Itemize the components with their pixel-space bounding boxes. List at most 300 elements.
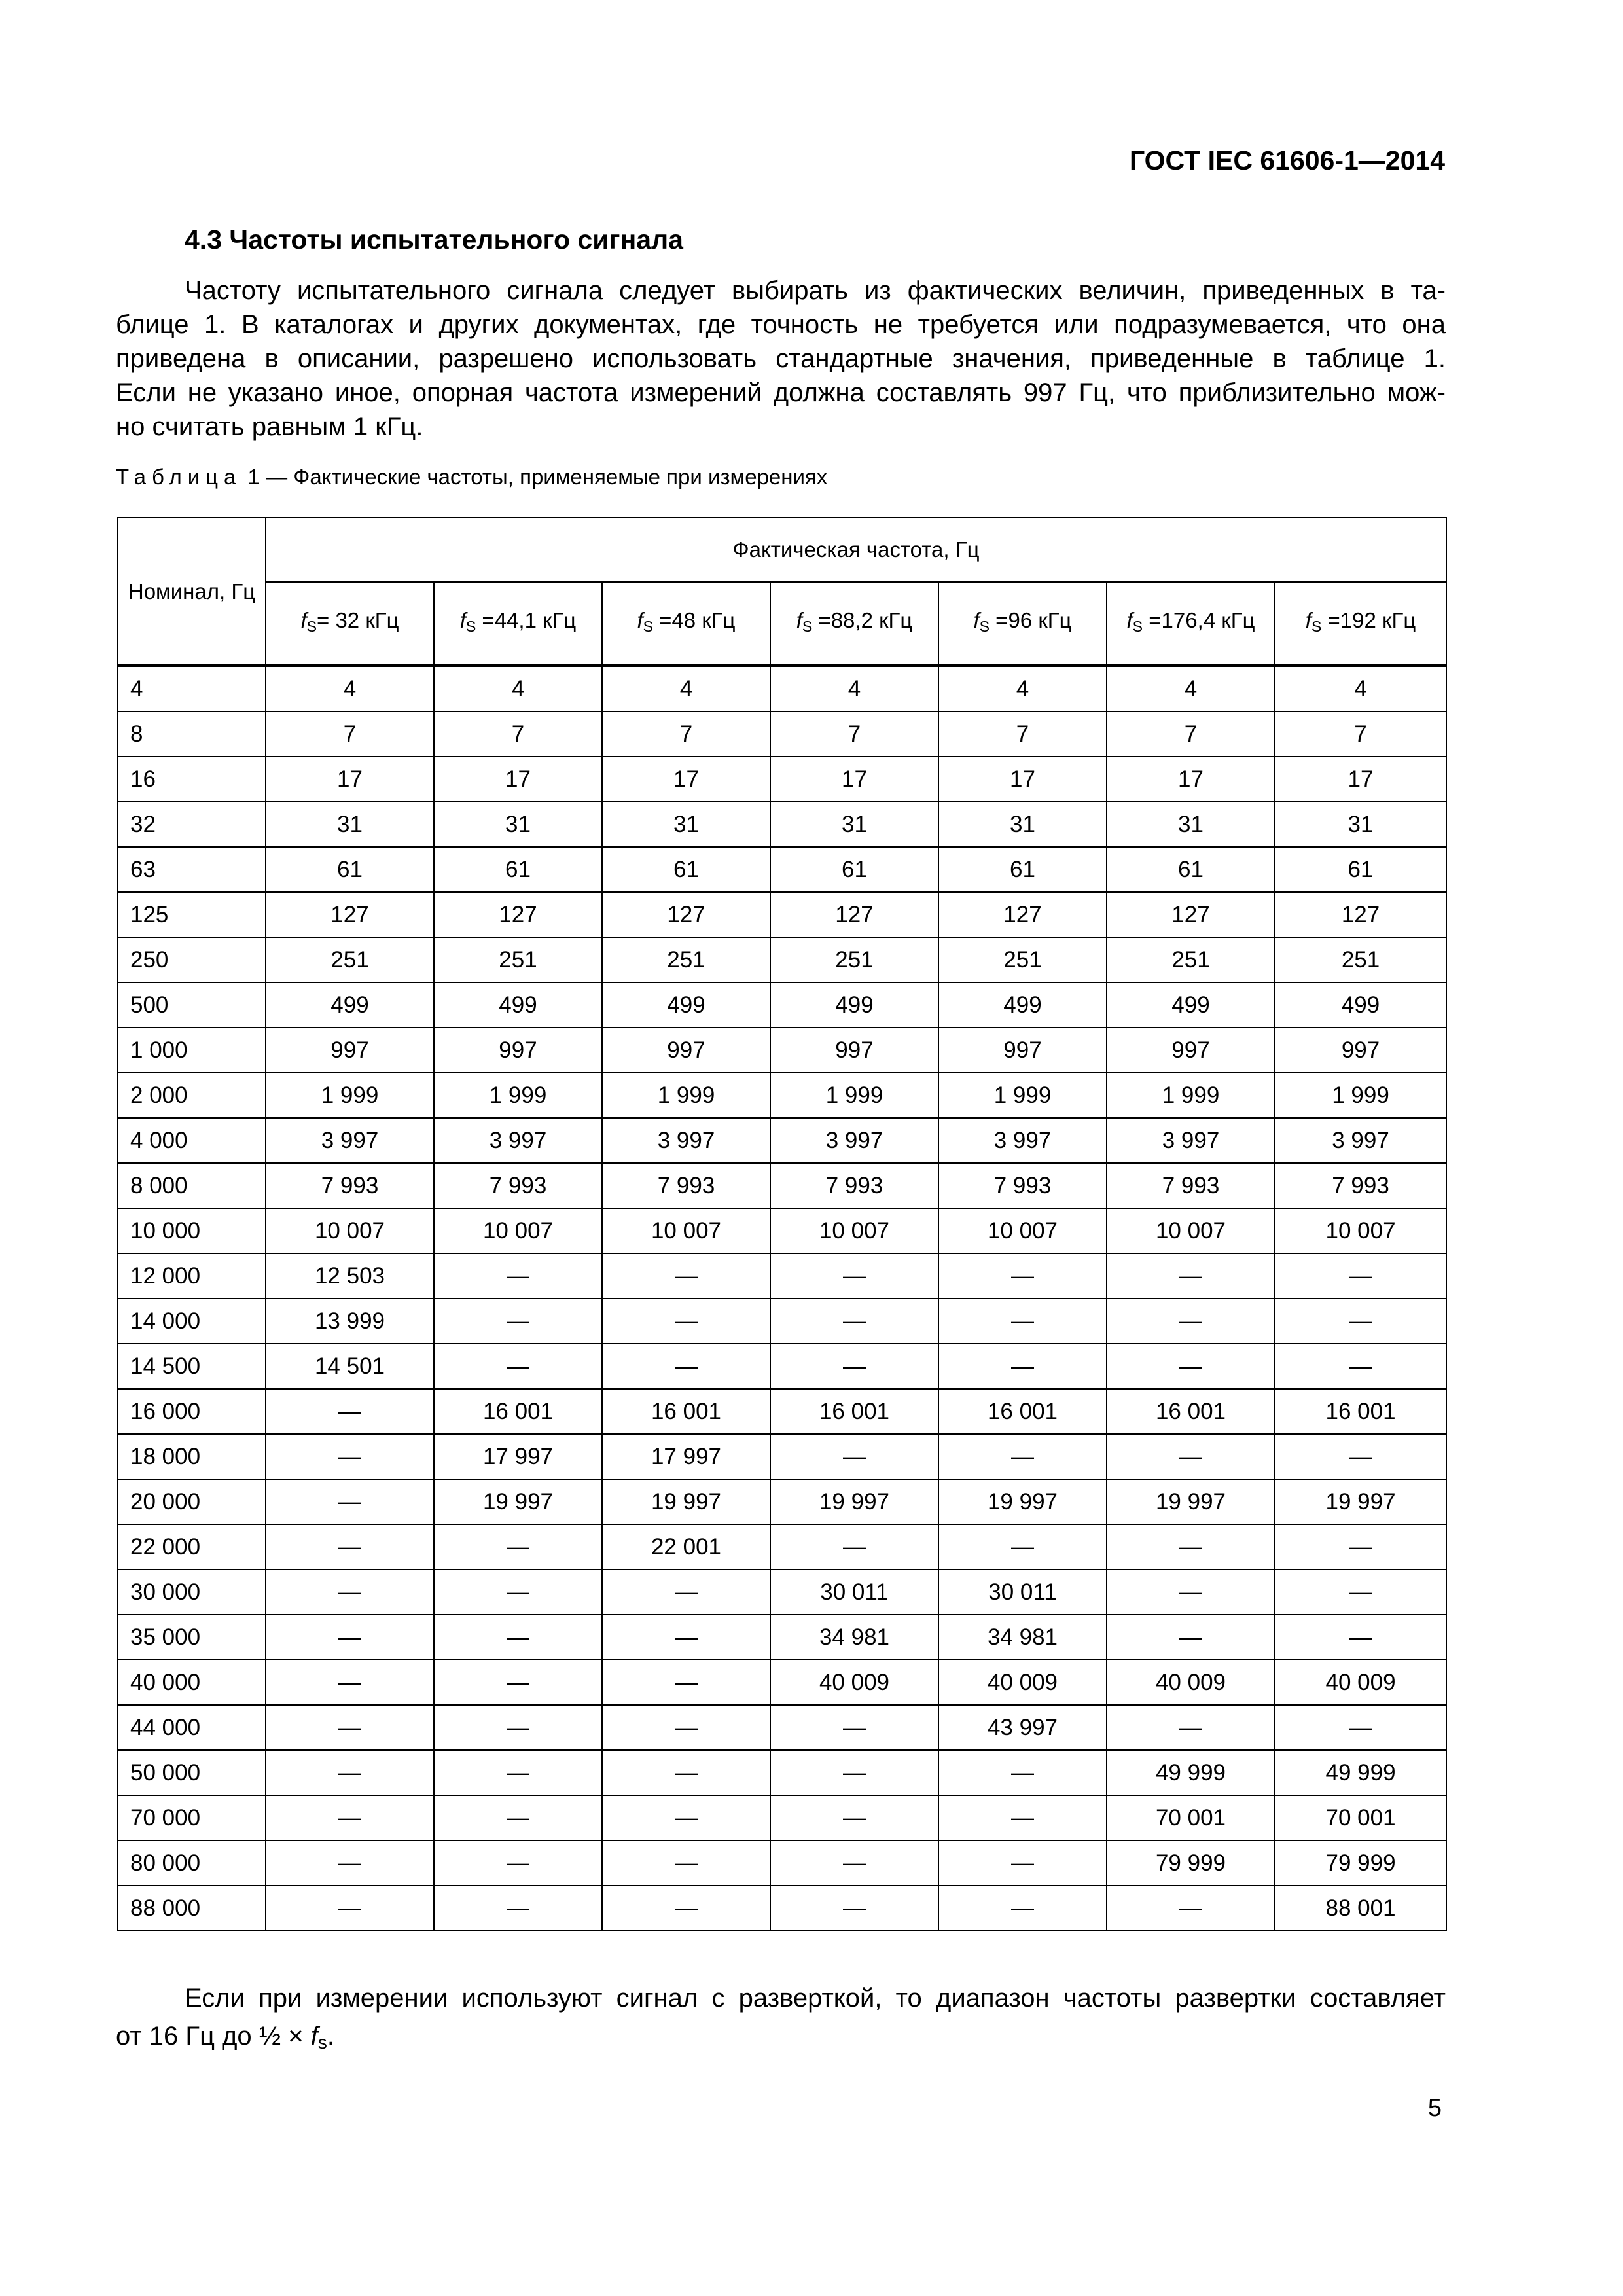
- nominal-cell: 8: [118, 711, 266, 757]
- outro-line: [116, 2017, 1446, 2062]
- frequency-cell: 30 011: [938, 1570, 1107, 1615]
- table-row: [118, 1344, 1446, 1389]
- frequency-cell: —: [1107, 1253, 1275, 1299]
- frequency-cell: 19 997: [770, 1479, 938, 1524]
- frequency-cell: 10 007: [434, 1208, 602, 1253]
- nominal-cell: 22 000: [118, 1524, 266, 1570]
- frequency-cell: 61: [602, 847, 770, 892]
- fs-subscript: S: [306, 618, 317, 635]
- frequency-cell: 79 999: [1107, 1840, 1275, 1886]
- sample-rate-header: [266, 582, 434, 666]
- frequency-cell: 49 999: [1275, 1750, 1446, 1795]
- frequency-cell: —: [1107, 1299, 1275, 1344]
- table-caption: [116, 465, 827, 490]
- frequency-cell: —: [434, 1524, 602, 1570]
- sample-rate-header: [434, 582, 602, 666]
- table-row: [118, 892, 1446, 937]
- frequency-cell: —: [602, 1795, 770, 1840]
- intro-line: приведена в описании, разрешено использовать стандартные значения, приведенные в таблице 1.: [116, 344, 1446, 373]
- table-row: [118, 711, 1446, 757]
- frequency-cell: —: [1275, 1524, 1446, 1570]
- frequency-cell: 19 997: [1107, 1479, 1275, 1524]
- frequency-cell: —: [602, 1615, 770, 1660]
- frequency-cell: 17: [266, 757, 434, 802]
- intro-line: но считать равным 1 кГц.: [116, 412, 423, 441]
- frequency-cell: 61: [1107, 847, 1275, 892]
- frequency-cell: —: [602, 1705, 770, 1750]
- frequency-cell: 17: [1275, 757, 1446, 802]
- frequency-cell: 10 007: [1275, 1208, 1446, 1253]
- frequency-cell: 3 997: [1275, 1118, 1446, 1163]
- nominal-cell: 4: [118, 666, 266, 711]
- frequency-cell: 31: [1107, 802, 1275, 847]
- nominal-cell: 16: [118, 757, 266, 802]
- nominal-cell: 12 000: [118, 1253, 266, 1299]
- frequency-cell: —: [1107, 1434, 1275, 1479]
- table-row: [118, 1208, 1446, 1253]
- frequency-cell: 251: [1275, 937, 1446, 982]
- nominal-cell: 2 000: [118, 1073, 266, 1118]
- outro-paragraph: [116, 1979, 1446, 2062]
- frequency-cell: —: [602, 1570, 770, 1615]
- frequency-cell: —: [938, 1434, 1107, 1479]
- frequency-cell: 7: [1107, 711, 1275, 757]
- table-row: [118, 1795, 1446, 1840]
- table-row: [118, 1299, 1446, 1344]
- frequency-cell: —: [602, 1253, 770, 1299]
- table-row: [118, 1073, 1446, 1118]
- frequency-cell: 7 993: [938, 1163, 1107, 1208]
- frequency-cell: 31: [938, 802, 1107, 847]
- frequency-cell: —: [434, 1795, 602, 1840]
- frequency-cell: 7 993: [434, 1163, 602, 1208]
- frequency-cell: 4: [266, 666, 434, 711]
- frequency-cell: 70 001: [1275, 1795, 1446, 1840]
- frequency-cell: 10 007: [938, 1208, 1107, 1253]
- table-row: [118, 1028, 1446, 1073]
- frequency-cell: 13 999: [266, 1299, 434, 1344]
- frequency-cell: —: [266, 1524, 434, 1570]
- section-title: 4.3 Частоты испытательного сигнала: [185, 224, 683, 255]
- fs-subscript: S: [465, 618, 476, 635]
- frequency-cell: 499: [1275, 982, 1446, 1028]
- fs-symbol: f: [300, 608, 307, 632]
- frequency-cell: 3 997: [770, 1118, 938, 1163]
- frequency-cell: —: [602, 1660, 770, 1705]
- frequency-cell: 7 993: [1275, 1163, 1446, 1208]
- table-row: [118, 1163, 1446, 1208]
- standard-header: ГОСТ IEC 61606-1—2014: [1129, 145, 1445, 175]
- frequency-cell: —: [770, 1750, 938, 1795]
- frequency-cell: —: [434, 1253, 602, 1299]
- fs-subscript: S: [979, 618, 990, 635]
- nominal-cell: 8 000: [118, 1163, 266, 1208]
- frequency-cell: 10 007: [1107, 1208, 1275, 1253]
- frequency-cell: 127: [1107, 892, 1275, 937]
- frequency-cell: 997: [1107, 1028, 1275, 1073]
- frequency-cell: —: [770, 1795, 938, 1840]
- table-caption-label: Таблица: [116, 465, 242, 489]
- frequency-cell: —: [770, 1344, 938, 1389]
- frequency-cell: 7: [938, 711, 1107, 757]
- table-row: [118, 1705, 1446, 1750]
- frequency-cell: 4: [1107, 666, 1275, 711]
- frequency-cell: —: [938, 1886, 1107, 1931]
- nominal-cell: 63: [118, 847, 266, 892]
- frequency-cell: —: [938, 1299, 1107, 1344]
- frequency-cell: 16 001: [938, 1389, 1107, 1434]
- frequency-cell: 10 007: [266, 1208, 434, 1253]
- frequency-cell: 61: [770, 847, 938, 892]
- frequency-cell: 3 997: [434, 1118, 602, 1163]
- frequency-cell: 16 001: [1107, 1389, 1275, 1434]
- frequency-cell: 127: [266, 892, 434, 937]
- frequency-cell: 499: [770, 982, 938, 1028]
- table-row: [118, 1886, 1446, 1931]
- table-row: [118, 757, 1446, 802]
- frequency-cell: 3 997: [602, 1118, 770, 1163]
- frequency-cell: —: [770, 1840, 938, 1886]
- nominal-cell: 20 000: [118, 1479, 266, 1524]
- sample-rate-header: [770, 582, 938, 666]
- frequency-cell: —: [602, 1750, 770, 1795]
- sample-rate-header: [602, 582, 770, 666]
- frequency-cell: 40 009: [1275, 1660, 1446, 1705]
- frequency-cell: 7 993: [1107, 1163, 1275, 1208]
- table-row: [118, 1750, 1446, 1795]
- frequency-cell: 7 993: [266, 1163, 434, 1208]
- nominal-cell: 125: [118, 892, 266, 937]
- nominal-cell: 80 000: [118, 1840, 266, 1886]
- frequency-cell: 4: [938, 666, 1107, 711]
- frequency-table: [117, 517, 1447, 1931]
- sample-rate-value: =176,4 кГц: [1143, 608, 1255, 632]
- frequency-cell: 61: [266, 847, 434, 892]
- frequency-cell: 3 997: [1107, 1118, 1275, 1163]
- frequency-cell: 4: [1275, 666, 1446, 711]
- frequency-cell: —: [602, 1299, 770, 1344]
- fs-symbol: f: [310, 2022, 318, 2051]
- nominal-cell: 14 500: [118, 1344, 266, 1389]
- frequency-cell: 14 501: [266, 1344, 434, 1389]
- table-row: [118, 1660, 1446, 1705]
- table-row: [118, 1840, 1446, 1886]
- actual-frequency-header: Фактическая частота, Гц: [266, 518, 1446, 582]
- table-row: [118, 1434, 1446, 1479]
- frequency-cell: 127: [938, 892, 1107, 937]
- frequency-cell: 40 009: [1107, 1660, 1275, 1705]
- table-row: [118, 1253, 1446, 1299]
- frequency-cell: 251: [602, 937, 770, 982]
- frequency-cell: —: [602, 1840, 770, 1886]
- frequency-cell: 16 001: [602, 1389, 770, 1434]
- frequency-cell: 40 009: [770, 1660, 938, 1705]
- frequency-cell: 1 999: [602, 1073, 770, 1118]
- frequency-cell: 4: [434, 666, 602, 711]
- frequency-cell: 1 999: [770, 1073, 938, 1118]
- frequency-cell: 7: [434, 711, 602, 757]
- frequency-cell: —: [434, 1840, 602, 1886]
- nominal-cell: 40 000: [118, 1660, 266, 1705]
- nominal-cell: 1 000: [118, 1028, 266, 1073]
- sample-rate-header: [938, 582, 1107, 666]
- frequency-cell: 7: [266, 711, 434, 757]
- frequency-cell: —: [434, 1750, 602, 1795]
- frequency-cell: 7 993: [770, 1163, 938, 1208]
- table-row: [118, 1118, 1446, 1163]
- frequency-cell: —: [938, 1795, 1107, 1840]
- frequency-cell: —: [1275, 1344, 1446, 1389]
- frequency-cell: 17: [1107, 757, 1275, 802]
- frequency-cell: 1 999: [938, 1073, 1107, 1118]
- sample-rate-header: [1107, 582, 1275, 666]
- fs-symbol: f: [796, 608, 802, 632]
- frequency-cell: —: [1275, 1705, 1446, 1750]
- fs-symbol: f: [973, 608, 980, 632]
- frequency-cell: 31: [434, 802, 602, 847]
- sample-rate-header: [1275, 582, 1446, 666]
- frequency-cell: —: [434, 1886, 602, 1931]
- frequency-cell: 997: [266, 1028, 434, 1073]
- nominal-cell: 30 000: [118, 1570, 266, 1615]
- frequency-cell: 997: [938, 1028, 1107, 1073]
- frequency-cell: 997: [602, 1028, 770, 1073]
- sample-rate-value: =192 кГц: [1321, 608, 1416, 632]
- frequency-cell: 1 999: [266, 1073, 434, 1118]
- frequency-cell: 3 997: [266, 1118, 434, 1163]
- frequency-cell: 127: [602, 892, 770, 937]
- nominal-cell: 18 000: [118, 1434, 266, 1479]
- frequency-cell: —: [1107, 1524, 1275, 1570]
- frequency-cell: —: [938, 1253, 1107, 1299]
- frequency-cell: 499: [602, 982, 770, 1028]
- outro-prefix: от 16 Гц до ½ ×: [116, 2022, 311, 2051]
- frequency-cell: —: [434, 1344, 602, 1389]
- frequency-cell: 88 001: [1275, 1886, 1446, 1931]
- frequency-cell: —: [266, 1570, 434, 1615]
- frequency-cell: 16 001: [770, 1389, 938, 1434]
- frequency-cell: —: [770, 1434, 938, 1479]
- frequency-cell: 997: [770, 1028, 938, 1073]
- frequency-cell: —: [266, 1434, 434, 1479]
- frequency-cell: 10 007: [770, 1208, 938, 1253]
- frequency-cell: 16 001: [434, 1389, 602, 1434]
- sample-rate-value: =88,2 кГц: [812, 608, 913, 632]
- frequency-cell: —: [1107, 1570, 1275, 1615]
- frequency-cell: —: [434, 1299, 602, 1344]
- sample-rate-value: =96 кГц: [990, 608, 1072, 632]
- frequency-cell: 61: [434, 847, 602, 892]
- frequency-cell: 1 999: [1107, 1073, 1275, 1118]
- frequency-cell: 997: [434, 1028, 602, 1073]
- frequency-cell: —: [266, 1795, 434, 1840]
- frequency-cell: 1 999: [434, 1073, 602, 1118]
- frequency-cell: 251: [938, 937, 1107, 982]
- frequency-cell: —: [938, 1524, 1107, 1570]
- table-row: [118, 802, 1446, 847]
- frequency-cell: 16 001: [1275, 1389, 1446, 1434]
- table-row: [118, 1389, 1446, 1434]
- frequency-cell: —: [266, 1660, 434, 1705]
- frequency-cell: 997: [1275, 1028, 1446, 1073]
- frequency-cell: —: [1107, 1886, 1275, 1931]
- frequency-cell: 31: [1275, 802, 1446, 847]
- frequency-cell: —: [1275, 1434, 1446, 1479]
- frequency-cell: —: [434, 1570, 602, 1615]
- frequency-cell: 17 997: [602, 1434, 770, 1479]
- table-row: [118, 1479, 1446, 1524]
- fs-symbol: f: [1126, 608, 1133, 632]
- frequency-cell: —: [770, 1299, 938, 1344]
- fs-subscript: S: [643, 618, 654, 635]
- frequency-cell: 7: [602, 711, 770, 757]
- frequency-cell: —: [266, 1840, 434, 1886]
- frequency-cell: 31: [770, 802, 938, 847]
- frequency-cell: —: [770, 1524, 938, 1570]
- table-row: [118, 937, 1446, 982]
- table-row: [118, 982, 1446, 1028]
- nominal-cell: 88 000: [118, 1886, 266, 1931]
- frequency-cell: 7 993: [602, 1163, 770, 1208]
- frequency-cell: 70 001: [1107, 1795, 1275, 1840]
- frequency-cell: 31: [266, 802, 434, 847]
- fs-subscript: s: [317, 2032, 327, 2053]
- frequency-cell: —: [434, 1660, 602, 1705]
- table-row: [118, 1570, 1446, 1615]
- intro-line: блице 1. В каталогах и других документах, где точность не требуется или подразумевается, что она: [116, 310, 1446, 339]
- nominal-cell: 35 000: [118, 1615, 266, 1660]
- frequency-cell: 12 503: [266, 1253, 434, 1299]
- fs-subscript: S: [802, 618, 813, 635]
- table-row: [118, 1615, 1446, 1660]
- frequency-cell: 499: [434, 982, 602, 1028]
- frequency-cell: —: [938, 1344, 1107, 1389]
- table-row: [118, 1524, 1446, 1570]
- intro-paragraph: [116, 274, 1446, 444]
- frequency-cell: 49 999: [1107, 1750, 1275, 1795]
- frequency-cell: —: [938, 1840, 1107, 1886]
- nominal-header: Номинал, Гц: [118, 518, 266, 666]
- fs-symbol: f: [1305, 608, 1311, 632]
- intro-line: Частоту испытательного сигнала следует выбирать из фактических величин, приведенных в та-: [185, 276, 1446, 305]
- frequency-cell: —: [266, 1705, 434, 1750]
- table-row: [118, 666, 1446, 711]
- nominal-cell: 50 000: [118, 1750, 266, 1795]
- frequency-cell: 19 997: [602, 1479, 770, 1524]
- frequency-cell: 251: [266, 937, 434, 982]
- frequency-cell: —: [770, 1705, 938, 1750]
- frequency-cell: —: [602, 1344, 770, 1389]
- nominal-cell: 70 000: [118, 1795, 266, 1840]
- frequency-cell: —: [266, 1886, 434, 1931]
- sample-rate-value: = 32 кГц: [317, 608, 399, 632]
- frequency-cell: 17: [770, 757, 938, 802]
- frequency-cell: 34 981: [938, 1615, 1107, 1660]
- frequency-cell: —: [1275, 1615, 1446, 1660]
- nominal-cell: 4 000: [118, 1118, 266, 1163]
- frequency-cell: —: [1107, 1615, 1275, 1660]
- frequency-cell: 19 997: [434, 1479, 602, 1524]
- frequency-cell: 17: [938, 757, 1107, 802]
- nominal-cell: 32: [118, 802, 266, 847]
- table-caption-text: 1 — Фактические частоты, применяемые при измерениях: [241, 465, 828, 489]
- nominal-cell: 14 000: [118, 1299, 266, 1344]
- frequency-cell: —: [602, 1886, 770, 1931]
- frequency-cell: —: [266, 1479, 434, 1524]
- frequency-cell: 17: [602, 757, 770, 802]
- nominal-cell: 10 000: [118, 1208, 266, 1253]
- frequency-cell: 61: [1275, 847, 1446, 892]
- frequency-cell: 17 997: [434, 1434, 602, 1479]
- frequency-cell: 499: [1107, 982, 1275, 1028]
- frequency-cell: 30 011: [770, 1570, 938, 1615]
- frequency-cell: —: [938, 1750, 1107, 1795]
- nominal-cell: 500: [118, 982, 266, 1028]
- frequency-cell: —: [1275, 1253, 1446, 1299]
- frequency-cell: 499: [266, 982, 434, 1028]
- intro-line: Если не указано иное, опорная частота измерений должна составлять 997 Гц, что приблизительно мож-: [116, 378, 1446, 407]
- nominal-cell: 44 000: [118, 1705, 266, 1750]
- fs-symbol: f: [637, 608, 643, 632]
- nominal-cell: 250: [118, 937, 266, 982]
- frequency-cell: 127: [770, 892, 938, 937]
- frequency-cell: —: [266, 1615, 434, 1660]
- sample-rate-value: =44,1 кГц: [476, 608, 577, 632]
- frequency-cell: 34 981: [770, 1615, 938, 1660]
- frequency-cell: —: [434, 1615, 602, 1660]
- frequency-cell: 17: [434, 757, 602, 802]
- frequency-cell: —: [1275, 1299, 1446, 1344]
- frequency-cell: 19 997: [938, 1479, 1107, 1524]
- frequency-cell: 127: [1275, 892, 1446, 937]
- frequency-cell: —: [1107, 1344, 1275, 1389]
- frequency-cell: 10 007: [602, 1208, 770, 1253]
- frequency-cell: 251: [1107, 937, 1275, 982]
- frequency-cell: —: [434, 1705, 602, 1750]
- frequency-cell: —: [266, 1389, 434, 1434]
- frequency-cell: 127: [434, 892, 602, 937]
- frequency-cell: 79 999: [1275, 1840, 1446, 1886]
- frequency-cell: 3 997: [938, 1118, 1107, 1163]
- frequency-cell: 4: [770, 666, 938, 711]
- nominal-cell: 16 000: [118, 1389, 266, 1434]
- frequency-cell: 251: [434, 937, 602, 982]
- frequency-cell: 4: [602, 666, 770, 711]
- frequency-cell: 1 999: [1275, 1073, 1446, 1118]
- frequency-cell: 499: [938, 982, 1107, 1028]
- frequency-cell: 40 009: [938, 1660, 1107, 1705]
- frequency-cell: —: [1275, 1570, 1446, 1615]
- fs-symbol: f: [459, 608, 466, 632]
- frequency-cell: 7: [770, 711, 938, 757]
- table-row: [118, 847, 1446, 892]
- frequency-cell: —: [770, 1253, 938, 1299]
- frequency-cell: —: [1107, 1705, 1275, 1750]
- frequency-cell: 43 997: [938, 1705, 1107, 1750]
- fs-subscript: S: [1311, 618, 1322, 635]
- frequency-cell: —: [266, 1750, 434, 1795]
- frequency-cell: 251: [770, 937, 938, 982]
- outro-line: Если при измерении используют сигнал с разверткой, то диапазон частоты развертки составляет: [185, 1984, 1446, 2013]
- page-number: 5: [1427, 2094, 1442, 2122]
- fs-subscript: S: [1132, 618, 1143, 635]
- sample-rate-value: =48 кГц: [653, 608, 736, 632]
- frequency-cell: 7: [1275, 711, 1446, 757]
- frequency-cell: 19 997: [1275, 1479, 1446, 1524]
- frequency-cell: 22 001: [602, 1524, 770, 1570]
- frequency-cell: 31: [602, 802, 770, 847]
- frequency-cell: —: [770, 1886, 938, 1931]
